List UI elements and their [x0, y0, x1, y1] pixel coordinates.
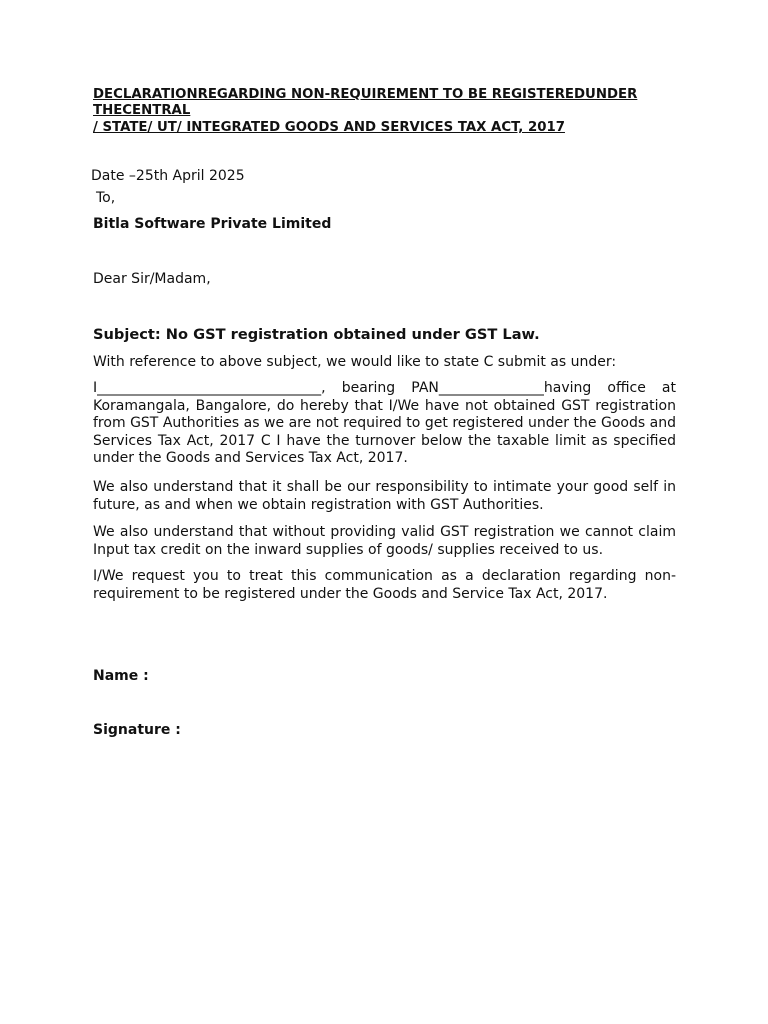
- paragraph-declaration: I________________________________, bearing PAN_______________having office at Koramangala, Bangalore, do hereby that I/We have not obtained GST registration from GST Authorities as we are not required to get registered under the Goods and Services Tax Act, 2017 C I have the turnover below the taxable limit as specified under the Goods and Services Tax Act, 2017.: [93, 380, 676, 466]
- date-line: Date –25th April 2025: [91, 168, 245, 184]
- paragraph-input-tax-credit: We also understand that without providing valid GST registration we cannot claim Input tax credit on the inward supplies of goods/ supplies received to us.: [93, 524, 676, 558]
- recipient-company: Bitla Software Private Limited: [93, 216, 332, 232]
- salutation: Dear Sir/Madam,: [93, 271, 211, 287]
- paragraph-request: I/We request you to treat this communication as a declaration regarding non-requirement to be registered under the Goods and Service Tax Act, 2017.: [93, 568, 676, 602]
- document-title-line-3: / STATE/ UT/ INTEGRATED GOODS AND SERVICES TAX ACT, 2017: [93, 120, 565, 135]
- name-label: Name :: [93, 668, 149, 684]
- recipient-to: To,: [96, 190, 116, 206]
- document-title-line-2: THECENTRAL: [93, 103, 191, 118]
- subject-line: Subject: No GST registration obtained under GST Law.: [93, 326, 540, 343]
- signature-label: Signature :: [93, 722, 181, 738]
- paragraph-responsibility: We also understand that it shall be our responsibility to intimate your good self in future, as and when we obtain registration with GST Authorities.: [93, 479, 676, 513]
- document-title-line-1: DECLARATIONREGARDING NON-REQUIREMENT TO BE REGISTEREDUNDER: [93, 87, 638, 102]
- reference-line: With reference to above subject, we would like to state C submit as under:: [93, 354, 617, 370]
